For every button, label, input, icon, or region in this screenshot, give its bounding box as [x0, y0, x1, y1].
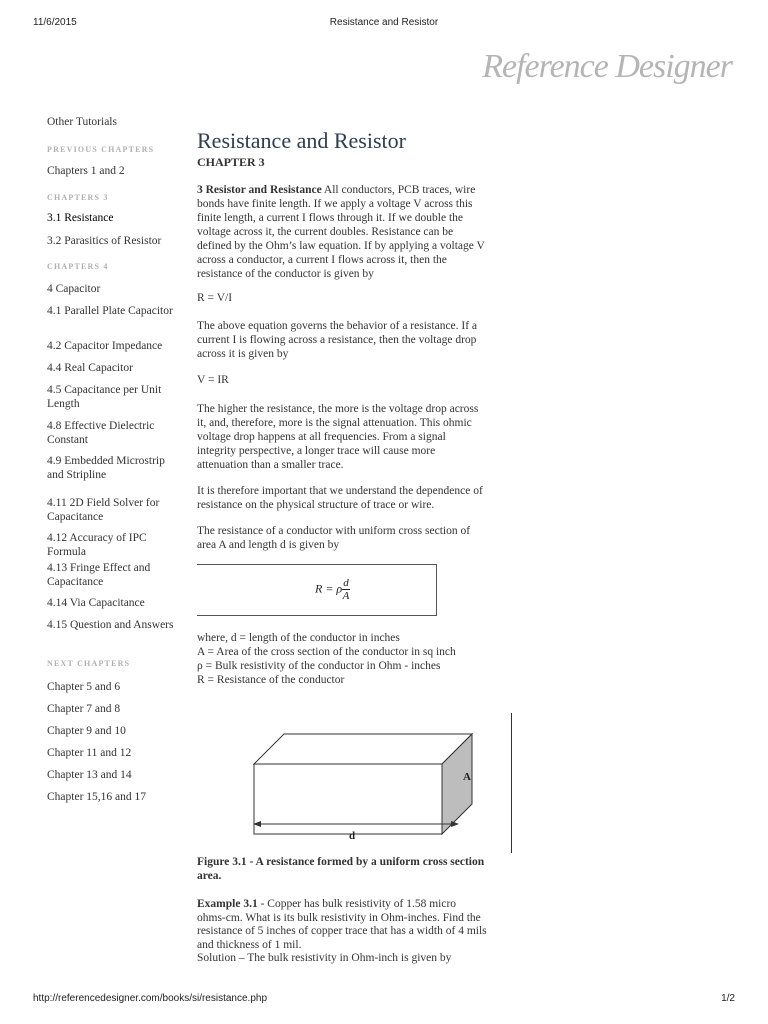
intro-text: All conductors, PCB traces, wire bonds have finite length. If we apply a voltage V across this finite length, a current I flows through it. If we double the voltage across it, the current doubles. Resistance can be defined by the Ohm’s law equation. If by applying a voltage V across a conductor, a current I flows across it, then the resistance of the conductor is given by — [197, 184, 485, 280]
sidebar-item-4-14-via-capacitance[interactable]: 4.14 Via Capacitance — [47, 597, 145, 609]
print-date: 11/6/2015 — [33, 17, 77, 28]
conductor-figure — [197, 714, 497, 844]
definition-line: R = Resistance of the conductor — [197, 674, 345, 686]
sidebar-item-4-8-effective-dielectric-constant[interactable]: 4.8 Effective Dielectric Constant — [47, 420, 155, 446]
sidebar-heading-chapters-4: CHAPTERS 4 — [47, 262, 109, 271]
sidebar-item-4-1-parallel-plate-capacitor[interactable]: 4.1 Parallel Plate Capacitor — [47, 305, 173, 317]
site-logo[interactable]: Reference Designer — [482, 48, 732, 85]
conductor-top-face — [254, 734, 472, 764]
length-label: d — [349, 830, 356, 842]
figure-caption: Figure 3.1 - A resistance formed by a uniform cross section area. — [197, 856, 485, 882]
sidebar-heading-previous-chapters: PREVIOUS CHAPTERS — [47, 145, 155, 154]
resistance-formula — [315, 577, 350, 602]
sidebar-item-4-15-question-and-answers[interactable]: 4.15 Question and Answers — [47, 619, 174, 631]
paragraph-uniform-section: The resistance of a conductor with uniform cross section of area A and length d is given by — [197, 525, 471, 551]
definition-line: ρ = Bulk resistivity of the conductor in Ohm - inches — [197, 660, 441, 672]
sidebar-heading-chapters-3: CHAPTERS 3 — [47, 193, 109, 202]
variable-definitions — [197, 631, 456, 687]
definition-line: A = Area of the cross section of the conductor in sq inch — [197, 646, 456, 658]
sidebar-item-chapter-7-and-8[interactable]: Chapter 7 and 8 — [47, 703, 121, 715]
sidebar-item-4-12-accuracy-of-ipc-formula[interactable]: 4.12 Accuracy of IPC Formula — [47, 532, 147, 558]
length-arrow-right — [451, 821, 459, 827]
formula-fraction — [342, 577, 350, 602]
formula-box — [197, 564, 437, 616]
formula-lhs: R = ρ — [315, 581, 343, 596]
example-text: - Copper has bulk resistivity of 1.58 micro ohms-cm. What is its bulk resistivity in Ohm-inches. Find the resistance of 5 inches of copper trace that has a width of 4 mils and thickness of 1 mil. — [197, 898, 487, 951]
paragraph-attenuation: The higher the resistance, the more is the voltage drop across it, and, therefore, more is the signal attenuation. This ohmic voltage drop happens at all frequencies. From a signal integrity perspective, a longer trace will cause more attenuation than a smaller trace. — [197, 403, 479, 471]
example-block — [197, 898, 487, 966]
intro-heading: 3 Resistor and Resistance — [197, 184, 322, 196]
equation-voltage-drop: V = IR — [197, 374, 229, 386]
sidebar-item-chapter-11-and-12[interactable]: Chapter 11 and 12 — [47, 747, 132, 759]
sidebar-item-4-9-embedded-microstrip-and-stripline[interactable]: 4.9 Embedded Microstrip and Stripline — [47, 455, 165, 481]
sidebar-item-4-5-capacitance-per-unit-length[interactable]: 4.5 Capacitance per Unit Length — [47, 384, 162, 410]
sidebar-item-4-13-fringe-effect-and-capacitance[interactable]: 4.13 Fringe Effect and Capacitance — [47, 562, 151, 588]
equation-ohms-law: R = V/I — [197, 292, 233, 304]
sidebar-item-chapter-9-and-10[interactable]: Chapter 9 and 10 — [47, 725, 126, 737]
sidebar-heading-next-chapters: NEXT CHAPTERS — [47, 659, 131, 668]
sidebar-item-3-2-parasitics-of-resistor[interactable]: 3.2 Parasitics of Resistor — [47, 235, 162, 247]
paragraph-dependence: It is therefore important that we understand the dependence of resistance on the physical structure of trace or wire. — [197, 485, 483, 511]
print-title: Resistance and Resistor — [329, 17, 439, 28]
sidebar-item-4-2-capacitor-impedance[interactable]: 4.2 Capacitor Impedance — [47, 340, 163, 352]
paragraph-behavior: The above equation governs the behavior of a resistance. If a current I is flowing across a resistance, then the voltage drop across it is given by — [197, 320, 478, 360]
definition-line: where, d = length of the conductor in inches — [197, 632, 400, 644]
example-heading: Example 3.1 — [197, 898, 258, 910]
page-number: 1/2 — [721, 993, 735, 1004]
solution-text: Solution – The bulk resistivity in Ohm-inch is given by — [197, 952, 452, 964]
sidebar-item-chapter-15-16-and-17[interactable]: Chapter 15,16 and 17 — [47, 791, 147, 803]
sidebar-item-3-1-resistance[interactable]: 3.1 Resistance — [47, 212, 114, 224]
formula-numerator: d — [343, 577, 349, 589]
chapter-label: CHAPTER 3 — [197, 155, 265, 169]
area-label: A — [463, 771, 471, 783]
sidebar-item-4-4-real-capacitor[interactable]: 4.4 Real Capacitor — [47, 362, 133, 374]
sidebar-item-4-11-2d-field-solver-for-capacitance[interactable]: 4.11 2D Field Solver for Capacitance — [47, 497, 160, 523]
formula-denominator: A — [342, 590, 350, 602]
sidebar-item-chapter-5-and-6[interactable]: Chapter 5 and 6 — [47, 681, 121, 693]
print-url: http://referencedesigner.com/books/si/resistance.php — [33, 993, 268, 1004]
sidebar-item-other-tutorials[interactable]: Other Tutorials — [47, 116, 117, 128]
sidebar-item-4-capacitor[interactable]: 4 Capacitor — [47, 283, 101, 295]
figure-border-line — [511, 713, 512, 853]
sidebar-item-chapter-13-and-14[interactable]: Chapter 13 and 14 — [47, 769, 132, 781]
sidebar-item-chapters-1-and-2[interactable]: Chapters 1 and 2 — [47, 165, 125, 177]
intro-paragraph — [197, 183, 487, 281]
page-title: Resistance and Resistor — [197, 128, 406, 153]
